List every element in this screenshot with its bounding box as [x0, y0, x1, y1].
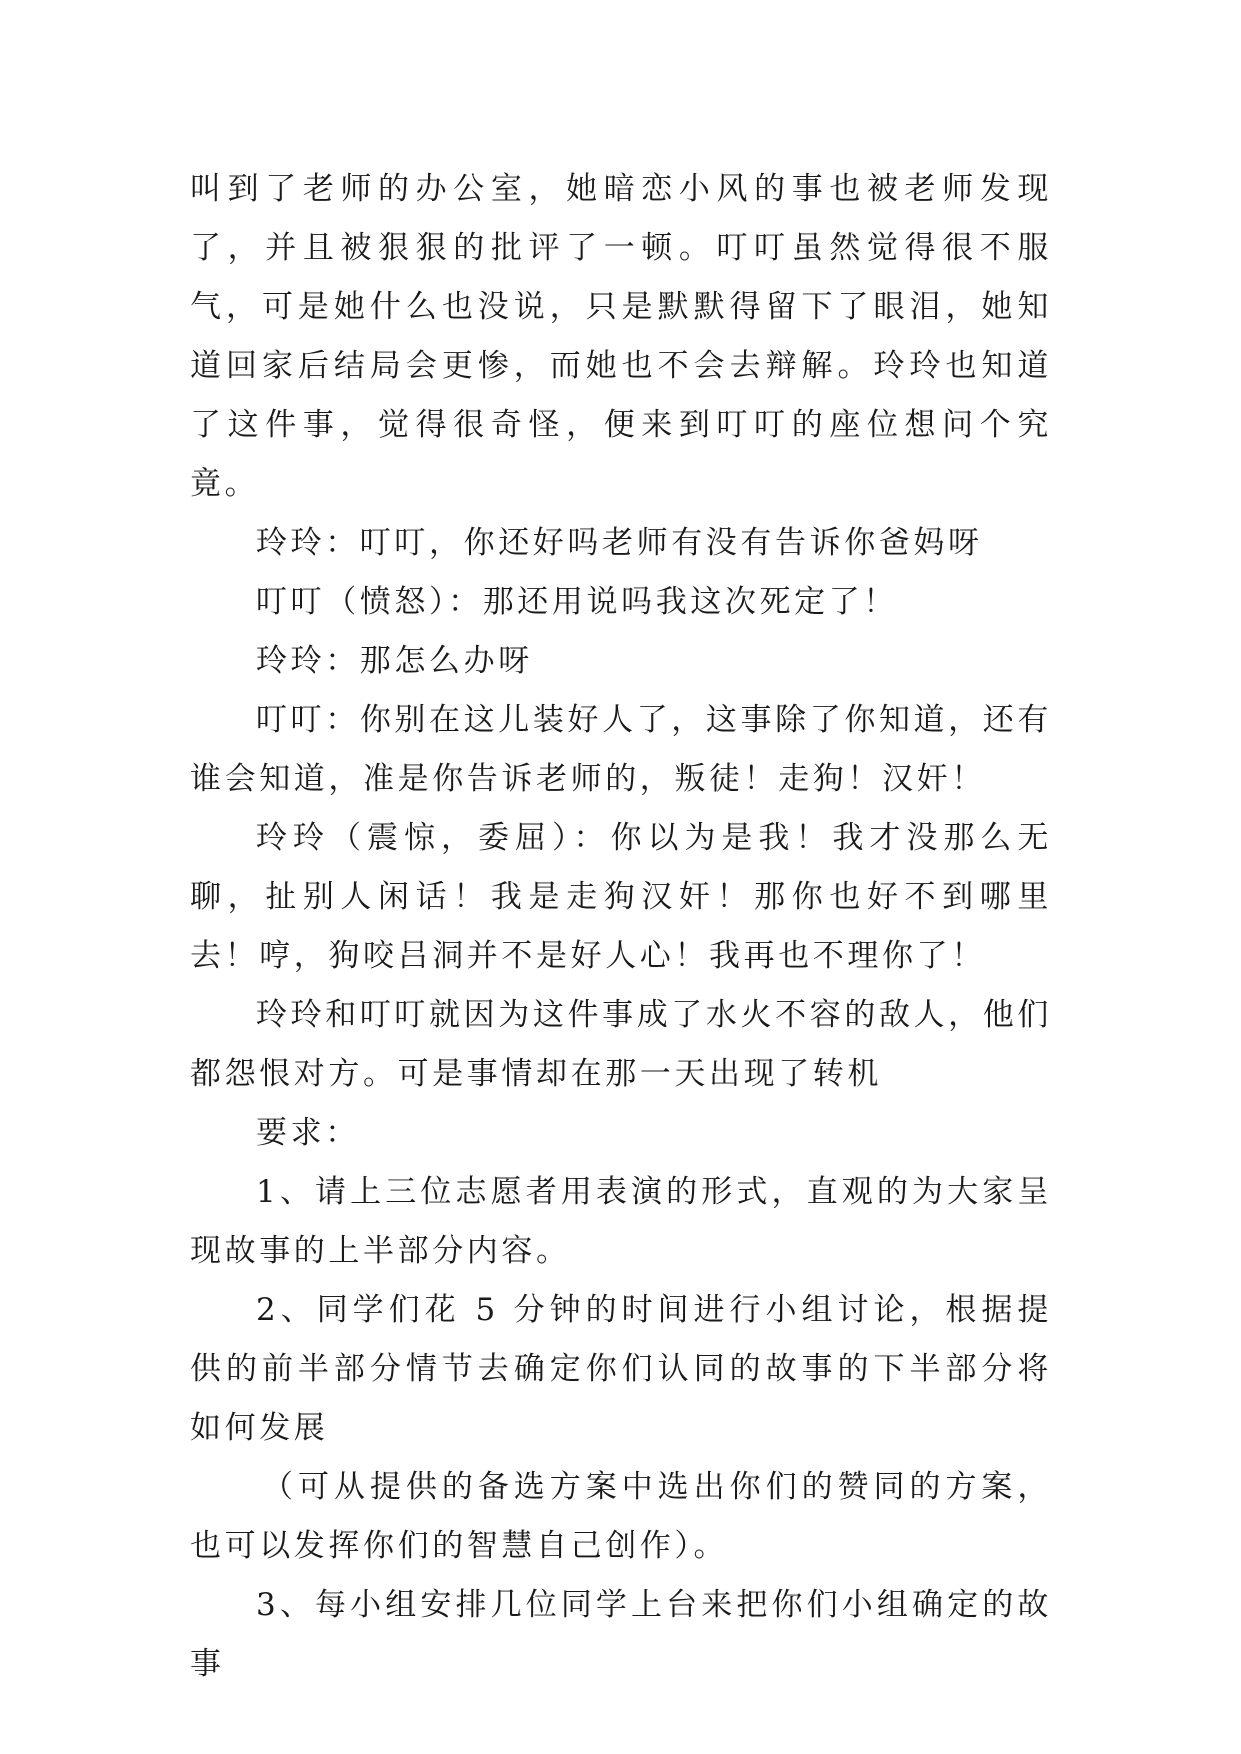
- requirement-item-3: 3、每小组安排几位同学上台来把你们小组确定的故事: [190, 1587, 1052, 1682]
- requirement-item-1: 1、请上三位志愿者用表演的形式，直观的为大家呈现故事的上半部分内容。: [190, 1174, 1052, 1269]
- paragraph-dialogue-lingling-2: 玲玲：那怎么办呀: [256, 643, 533, 679]
- requirement-note: （可从提供的备选方案中选出你们的赞同的方案，也可以发挥你们的智慧自己创作）。: [190, 1469, 1052, 1564]
- requirements-heading: 要求：: [256, 1115, 360, 1151]
- paragraph-dialogue-lingling-1: 玲玲：叮叮，你还好吗老师有没有告诉你爸妈呀: [256, 525, 983, 561]
- paragraph-dialogue-dingding-1: 叮叮（愤怒）：那还用说吗我这次死定了！: [256, 584, 898, 620]
- paragraph-dialogue-lingling-3: 玲玲（震惊，委屈）：你以为是我！我才没那么无聊，扯别人闲话！我是走狗汉奸！那你也好不到哪里去！哼，狗咬吕洞并不是好人心！我再也不理你了！: [190, 820, 1052, 974]
- paragraph-dialogue-dingding-2: 叮叮：你别在这儿装好人了，这事除了你知道，还有谁会知道，准是你告诉老师的，叛徒！走狗！汉奸！: [190, 702, 1052, 797]
- requirement-item-2: 2、同学们花 5 分钟的时间进行小组讨论，根据提供的前半部分情节去确定你们认同的故事的下半部分将如何发展: [190, 1292, 1052, 1446]
- document-body: [190, 160, 1052, 1694]
- paragraph-narration-office: 叫到了老师的办公室，她暗恋小风的事也被老师发现了，并且被狠狠的批评了一顿。叮叮虽然觉得很不服气，可是她什么也没说，只是默默得留下了眼泪，她知道回家后结局会更惨，而她也不会去辩解。玲玲也知道了这件事，觉得很奇怪，便来到叮叮的座位想问个究竟。: [190, 171, 1052, 502]
- paragraph-narration-turning-point: 玲玲和叮叮就因为这件事成了水火不容的敌人，他们都怨恨对方。可是事情却在那一天出现了转机: [190, 997, 1052, 1092]
